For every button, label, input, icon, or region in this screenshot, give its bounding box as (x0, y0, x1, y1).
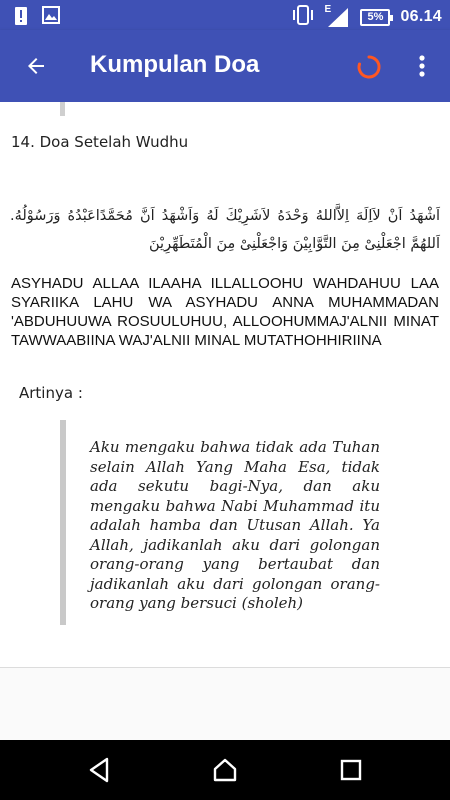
doa-title: 14. Doa Setelah Wudhu (11, 133, 189, 151)
nav-recents-button[interactable] (336, 755, 366, 785)
signal-icon (324, 4, 350, 27)
app-title: Kumpulan Doa (90, 51, 260, 78)
home-icon (211, 757, 239, 783)
status-time: 06.14 (400, 8, 442, 25)
artinya-label: Artinya : (19, 384, 83, 402)
nav-back-button[interactable] (84, 755, 114, 785)
back-button[interactable] (14, 44, 58, 88)
battery-icon (360, 9, 390, 26)
battery-percent: 5% (367, 11, 384, 23)
arabic-text: اَشْهَدُ اَنْ لاَاِلَهَ اِلاَّاللهُ وَحْدَهُ لاَشَرِيْكَ لَهُ وَاَشْهَدُ اَنَّ مُحَمَّدًاعَبْدُهُ وَرَسُوْلُهُ. اَللهُمَّ اجْعَلْنِىْ مِنَ التَّوَّابِيْنَ وَاجْعَلْنِىْ مِنَ الْمُتَطَهِّرِيْنَ (10, 208, 440, 252)
loading-spinner-icon (356, 54, 382, 80)
status-right-icons (292, 5, 442, 29)
network-type-label: E (324, 4, 332, 15)
more-options-button[interactable] (408, 48, 436, 84)
back-arrow-icon (24, 54, 48, 78)
nav-home-button[interactable] (210, 755, 240, 785)
quote-bar (60, 420, 66, 625)
back-triangle-icon (87, 757, 111, 783)
doa-content[interactable] (0, 102, 450, 667)
status-bar (0, 0, 450, 30)
vibrate-icon (292, 5, 314, 29)
latin-transliteration: ASYHADU ALLAA ILAAHA ILLALLOOHU WAHDAHUU LAA SYARIIKA LAHU WA ASYHADU ANNA MUHAMMADAN 'ABDUHUUWA ROSUULUHUU, ALLOOHUMMAJ'ALNII MINAT TAWWAABIINA WAJ'ALNII MINAL MUTATHOHHIRIINA (11, 275, 439, 349)
previous-quote-bar (60, 102, 65, 116)
recents-square-icon (340, 759, 362, 781)
bottom-ad-area (0, 668, 450, 740)
alert-icon (14, 6, 28, 30)
translation-text: Aku mengaku bahwa tidak ada Tuhan selain Allah Yang Maha Esa, tidak ada sekutu bagi-Nya, dan aku mengaku bahwa Nabi Muhammad itu adalah hamba dan Utusan Allah. Ya Allah, jadikanlah aku dari golongan orang-orang yang bertaubat dan jadikanlah aku dari golongan orang-orang yang bersuci (sholeh) (90, 438, 380, 612)
system-nav-bar (0, 740, 450, 800)
status-left-icons (14, 6, 60, 30)
image-icon (42, 6, 60, 30)
more-vert-icon (418, 54, 426, 78)
app-bar (0, 30, 450, 102)
